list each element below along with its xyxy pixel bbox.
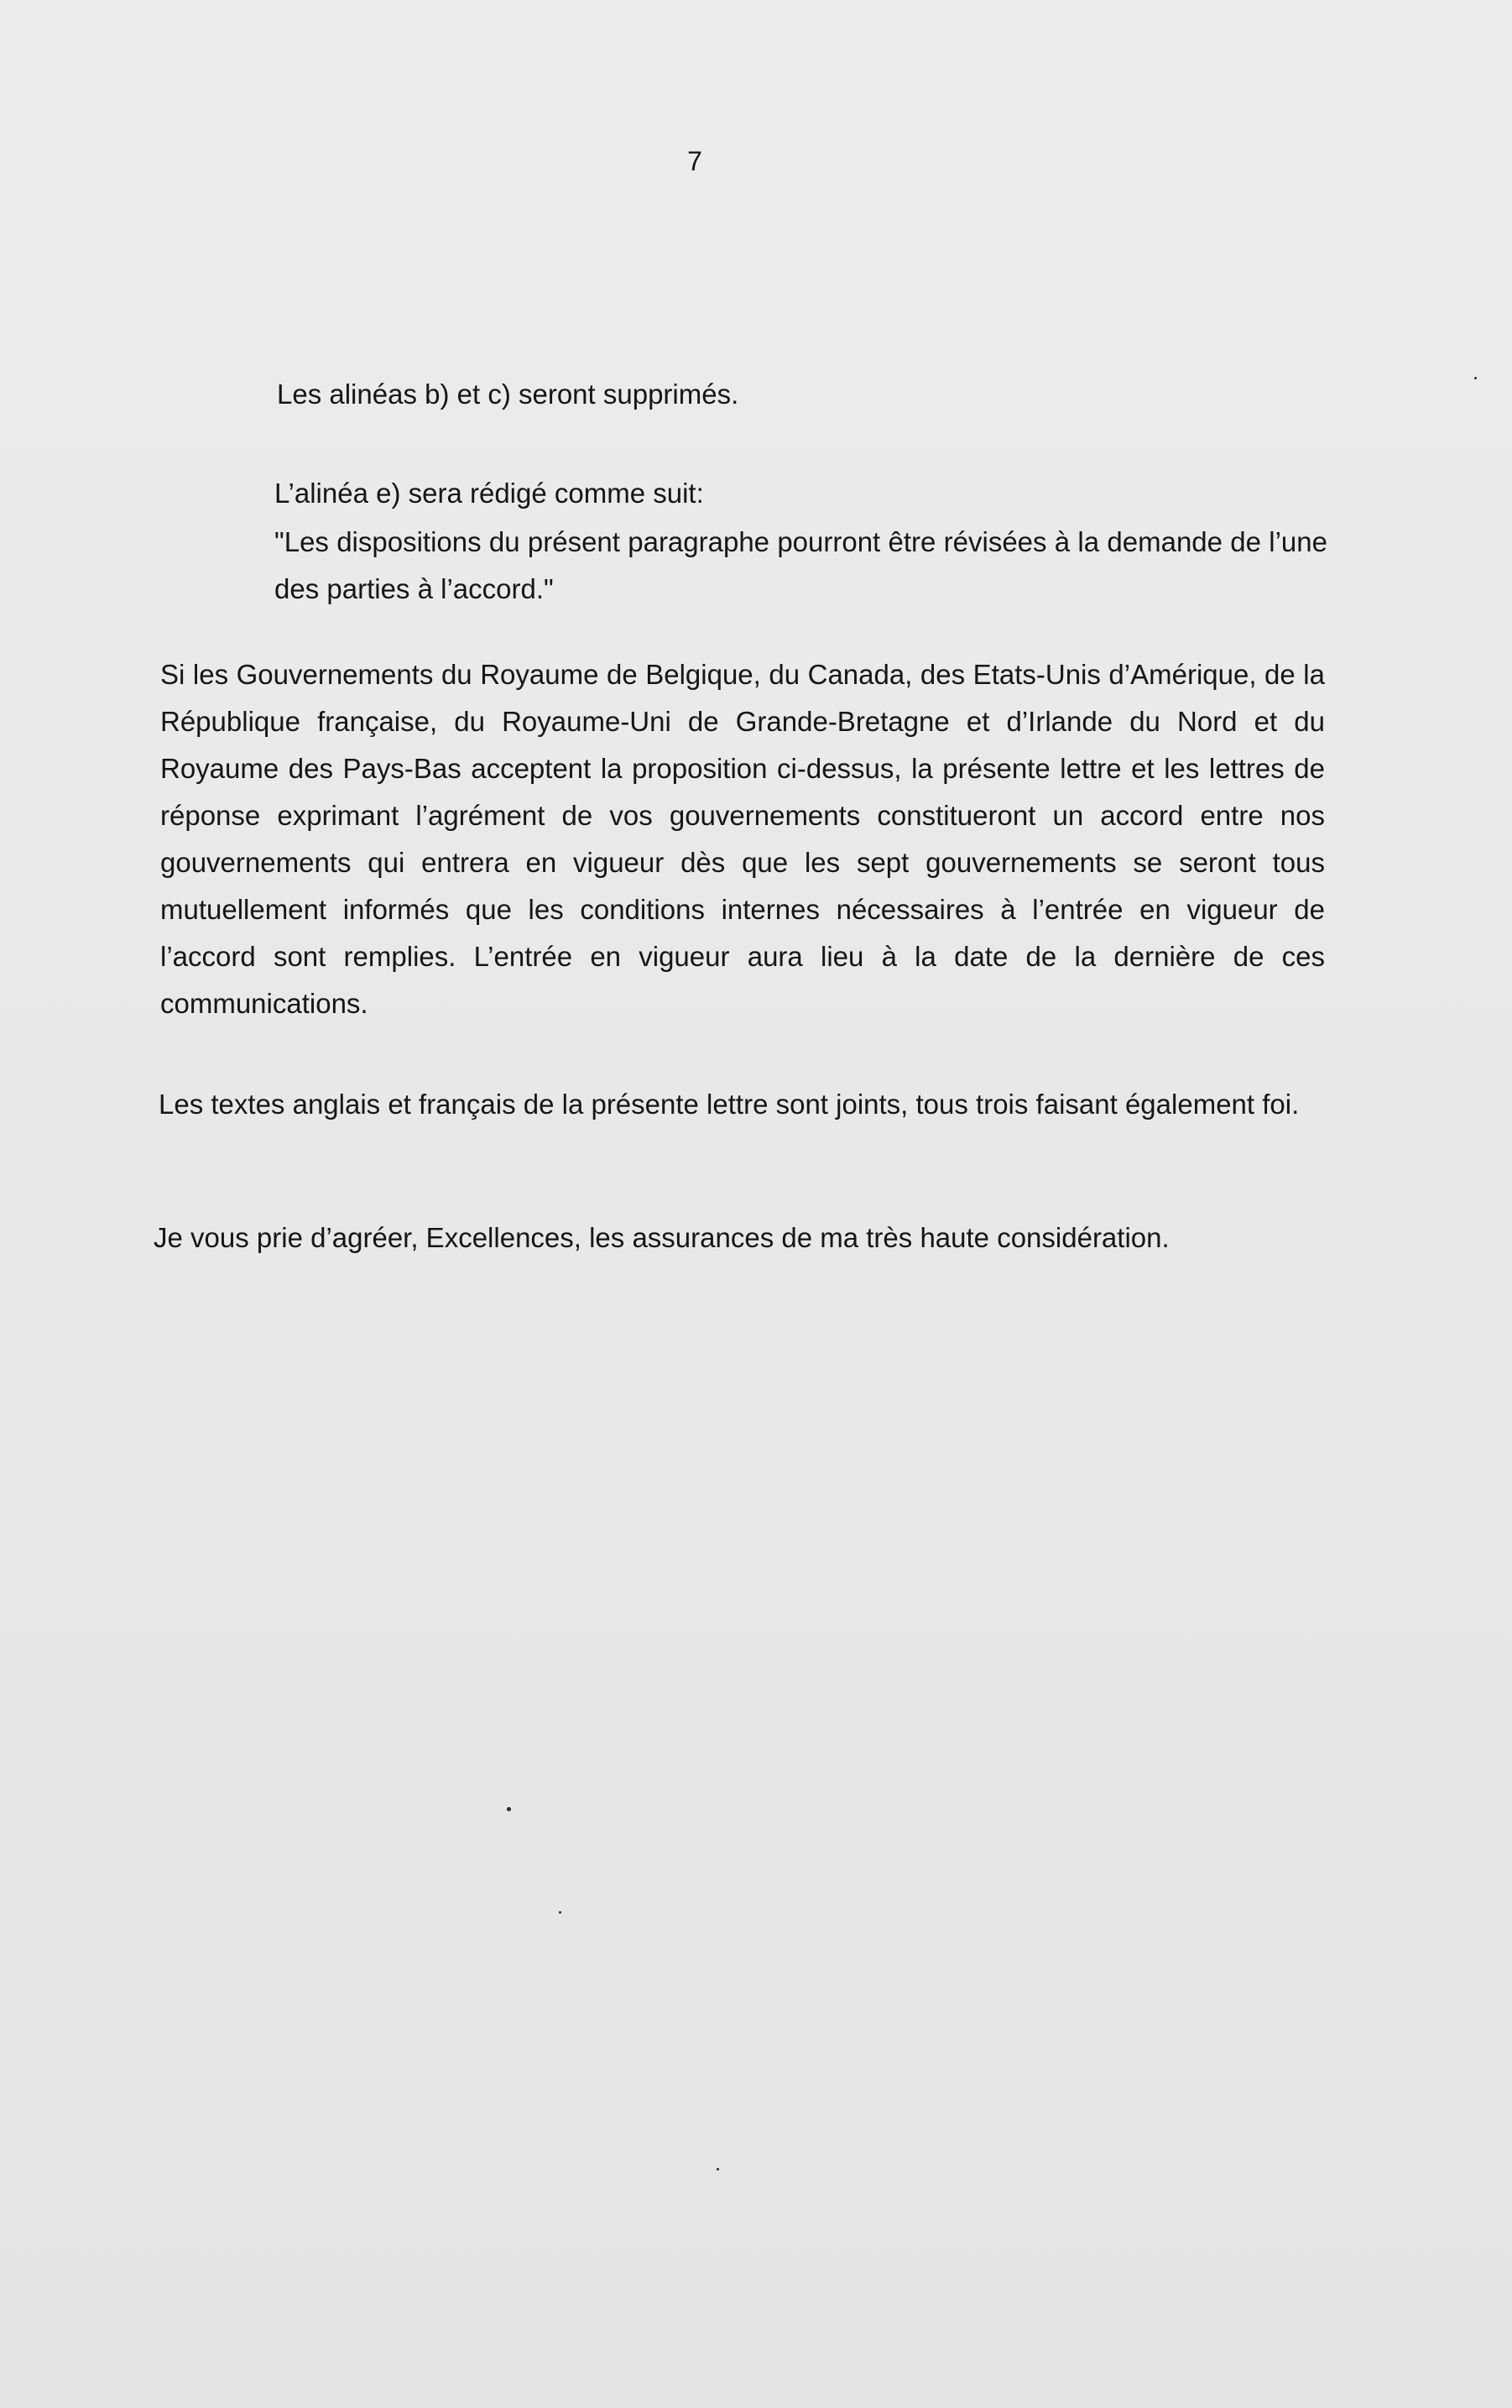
scan-speck xyxy=(559,1911,561,1914)
scan-speck xyxy=(1474,377,1477,379)
page-number: 7 xyxy=(687,146,702,176)
paragraph-closing-salutation: Je vous prie d’agréer, Excellences, les assurances de ma très haute considération. xyxy=(154,1222,1170,1253)
paragraph-deleted-subparagraphs: Les alinéas b) et c) seront supprimés. xyxy=(277,379,739,410)
paragraph-subparagraph-e-label: L’alinéa e) sera rédigé comme suit: xyxy=(274,478,704,509)
paragraph-authentic-texts: Les textes anglais et français de la présente lettre sont joints, tous trois faisant également foi. xyxy=(159,1089,1300,1120)
paragraph-entry-into-force: Si les Gouvernements du Royaume de Belgique, du Canada, des Etats-Unis d’Amérique, de la République française, du Royaume-Uni de Grande-Bretagne et d’Irlande du Nord et du Royaume des Pays-Bas acceptent la proposition ci-dessus, la présente lettre et les lettres de réponse exprimant l’agrément de vos gouvernements constitueront un accord entre nos gouvernements qui entrera en vigueur dès que les sept gouvernements se seront tous mutuellement informés que les conditions internes nécessaires à l’entrée en vigueur de l’accord sont remplies. L’entrée en vigueur aura lieu à la date de la dernière de ces communications. xyxy=(160,659,1325,1019)
paragraph-subparagraph-e-quote: "Les dispositions du présent paragraphe pourront être révisées à la demande de l’une des parties à l’accord." xyxy=(274,526,1327,604)
scan-speck xyxy=(717,2168,719,2170)
scan-speck xyxy=(507,1807,511,1811)
